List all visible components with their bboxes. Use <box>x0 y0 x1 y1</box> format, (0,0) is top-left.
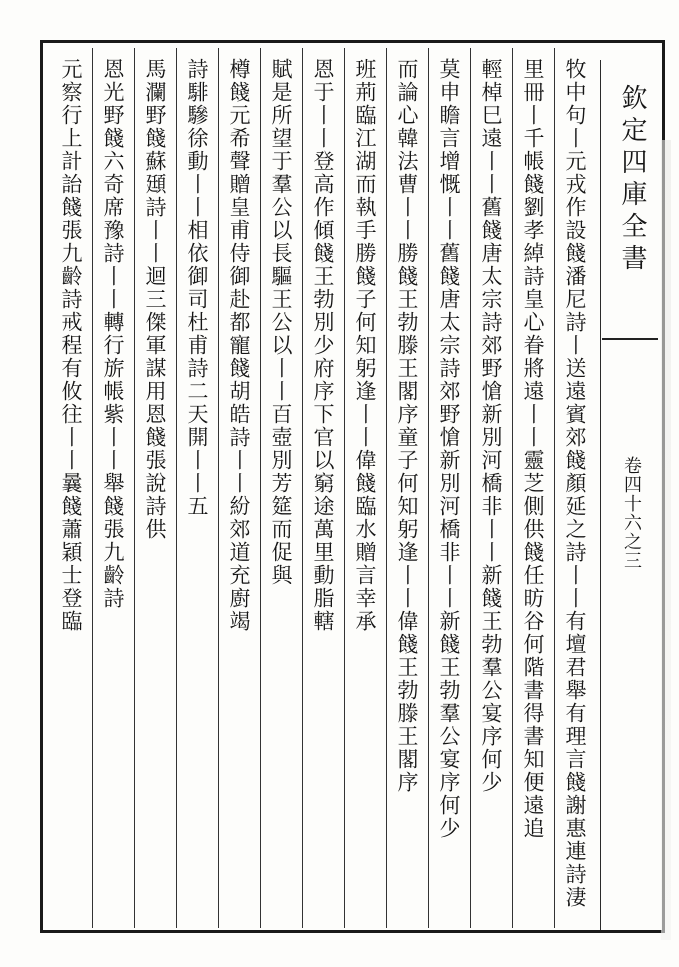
column-text: 莫申瞻言增慨丨丨舊餞唐太宗詩郊野愴新別河橋非丨丨新餞王勃羣公宴序何少 <box>437 58 461 840</box>
column-rule <box>344 48 345 928</box>
text-column-11 <box>136 58 174 926</box>
book-title: 欽定四庫全書 <box>617 84 647 276</box>
column-rule <box>134 48 135 928</box>
text-column-3 <box>472 58 510 926</box>
text-column-5 <box>388 58 426 926</box>
text-column-13 <box>52 58 90 926</box>
text-column-6 <box>346 58 384 926</box>
margin-divider <box>602 338 658 340</box>
column-rule <box>512 48 513 928</box>
margin-rule <box>600 60 601 930</box>
text-column-7 <box>304 58 342 926</box>
column-text: 元察行上計詒餞張九齡詩戒程有攸往丨丨曩餞蕭穎士登臨 <box>59 58 83 633</box>
column-text: 詩騑驂徐動丨丨相依御司杜甫詩二天開丨丨五 <box>185 58 209 518</box>
column-rule <box>554 48 555 928</box>
column-text: 恩于丨丨登高作傾餞王勃別少府序下官以窮途萬里動脂轄 <box>311 58 335 633</box>
text-column-12 <box>94 58 132 926</box>
column-text: 里冊丨千帳餞劉孝綽詩皇心眷將遠丨丨靈芝側供餞任昉谷何階書得書知便遠追 <box>521 58 545 840</box>
page-margin-header <box>600 48 660 928</box>
text-column-1 <box>556 58 594 926</box>
column-text: 而論心韓法曹丨丨勝餞王勃滕王閣序童子何知躬逢丨丨偉餞王勃滕王閣序 <box>395 58 419 794</box>
text-column-9 <box>220 58 258 926</box>
column-rule <box>428 48 429 928</box>
page-edge-shadow <box>661 140 671 940</box>
column-rule <box>260 48 261 928</box>
column-rule <box>386 48 387 928</box>
column-text: 恩光野餞六奇席豫詩丨丨轉行旂帳紫丨丨舉餞張九齡詩 <box>101 58 125 610</box>
column-rule <box>470 48 471 928</box>
column-rule <box>176 48 177 928</box>
column-text: 賦是所望于羣公以長驅王公以丨丨百壺別芳筵而促與 <box>269 58 293 587</box>
text-column-2 <box>514 58 552 926</box>
column-rule <box>218 48 219 928</box>
column-text: 牧中句丨元戎作設餞潘尼詩丨送遠賓郊餞顏延之詩丨丨有壇君舉有理言餞謝惠連詩淒 <box>563 58 587 909</box>
volume-label: 卷四十六之三 <box>621 456 642 570</box>
text-column-8 <box>262 58 300 926</box>
column-text: 班荊臨江湖而執手勝餞子何知躬逢丨丨偉餞臨水贈言幸承 <box>353 58 377 633</box>
column-rule <box>302 48 303 928</box>
column-text: 輕棹巳遠丨丨舊餞唐太宗詩郊野愴新別河橋非丨丨新餞王勃羣公宴序何少 <box>479 58 503 794</box>
column-text: 馬瀾野餞蘇頲詩丨丨迴三傑軍謀用恩餞張說詩供 <box>143 58 167 541</box>
text-column-4 <box>430 58 468 926</box>
column-text: 樽餞元希聲贈皇甫侍御赴都寵餞胡皓詩丨丨紛郊道充廚竭 <box>227 58 251 633</box>
column-rule <box>92 48 93 928</box>
text-column-10 <box>178 58 216 926</box>
